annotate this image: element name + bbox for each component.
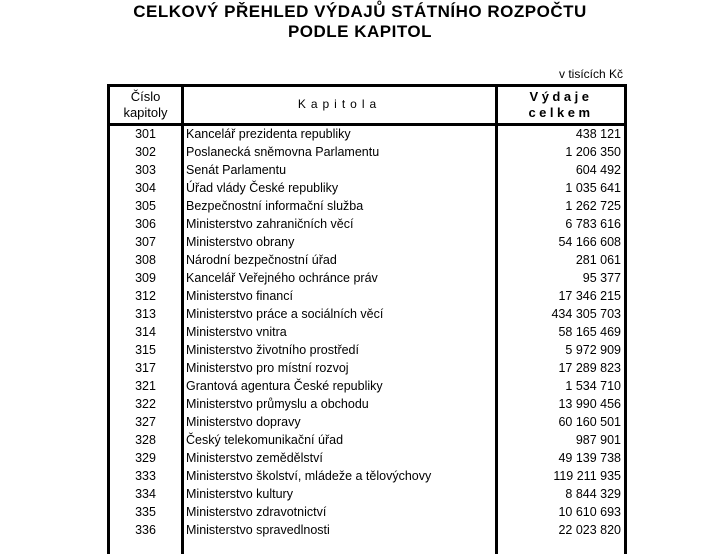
chapter-name: Ministerstvo obrany [186, 235, 295, 249]
chapter-number: 335 [135, 505, 156, 519]
expenditure-value: 1 534 710 [565, 379, 621, 393]
chapter-name: Ministerstvo práce a sociálních věcí [186, 307, 384, 321]
table-row [110, 126, 624, 144]
table-row [110, 342, 624, 360]
chapter-number: 306 [135, 217, 156, 231]
chapter-name: Grantová agentura České republiky [186, 379, 383, 393]
table-row [110, 378, 624, 396]
chapter-number: 305 [135, 199, 156, 213]
expenditure-value: 438 121 [575, 127, 621, 141]
chapter-number: 301 [135, 127, 156, 141]
table-row [110, 360, 624, 378]
expenditure-value: 119 211 935 [553, 469, 621, 483]
chapter-number: 327 [135, 415, 156, 429]
chapter-name: Ministerstvo průmyslu a obchodu [186, 397, 369, 411]
table-row [110, 180, 624, 198]
table-row [110, 468, 624, 486]
table-row [110, 486, 624, 504]
chapter-name: Ministerstvo zemědělství [186, 451, 323, 465]
chapter-number: 333 [135, 469, 156, 483]
expenditure-value: 60 160 501 [558, 415, 621, 429]
chapter-name: Kancelář Veřejného ochránce práv [186, 271, 378, 285]
table-row [110, 288, 624, 306]
expenditure-value: 17 289 823 [558, 361, 621, 375]
chapter-number: 321 [135, 379, 156, 393]
budget-table [107, 84, 627, 554]
chapter-name: Ministerstvo zahraničních věcí [186, 217, 354, 231]
header-expenditure-line1: Výdaje [529, 89, 593, 104]
expenditure-value: 10 610 693 [558, 505, 621, 519]
chapter-name: Bezpečnostní informační služba [186, 199, 364, 213]
table-row [110, 432, 624, 450]
expenditure-value: 54 166 608 [558, 235, 621, 249]
chapter-number: 307 [135, 235, 156, 249]
chapter-name: Ministerstvo financí [186, 289, 293, 303]
chapter-name: Kancelář prezidenta republiky [186, 127, 351, 141]
chapter-number: 309 [135, 271, 156, 285]
table-row [110, 216, 624, 234]
expenditure-value: 95 377 [582, 271, 621, 285]
table-body [110, 126, 624, 540]
expenditure-value: 5 972 909 [565, 343, 621, 357]
chapter-name: Poslanecká sněmovna Parlamentu [186, 145, 380, 159]
expenditure-value: 281 061 [575, 253, 621, 267]
chapter-number: 317 [135, 361, 156, 375]
expenditure-value: 987 901 [575, 433, 621, 447]
chapter-number: 308 [135, 253, 156, 267]
expenditure-value: 604 492 [575, 163, 621, 177]
header-chapter: Kapitola [297, 97, 382, 111]
header-expenditure [498, 89, 624, 121]
chapter-name: Český telekomunikační úřad [186, 433, 344, 447]
expenditure-value: 1 262 725 [565, 199, 621, 213]
chapter-name: Ministerstvo zdravotnictví [186, 505, 327, 519]
table-row [110, 198, 624, 216]
chapter-number: 334 [135, 487, 156, 501]
table-row [110, 504, 624, 522]
chapter-name: Národní bezpečnostní úřad [186, 253, 337, 267]
table-header [110, 87, 624, 126]
table-row [110, 144, 624, 162]
page-title: CELKOVÝ PŘEHLED VÝDAJŮ STÁTNÍHO ROZPOČTU [133, 2, 587, 21]
table-row [110, 162, 624, 180]
chapter-name: Ministerstvo spravedlnosti [186, 523, 330, 537]
chapter-name: Senát Parlamentu [186, 163, 287, 177]
chapter-number: 314 [135, 325, 156, 339]
chapter-name: Ministerstvo pro místní rozvoj [186, 361, 349, 375]
table-row [110, 324, 624, 342]
header-expenditure-line2: celkem [528, 105, 594, 120]
header-chapter-number-line1: Číslo [130, 89, 161, 104]
chapter-number: 312 [135, 289, 156, 303]
table-row [110, 270, 624, 288]
expenditure-value: 6 783 616 [565, 217, 621, 231]
table-row [110, 306, 624, 324]
chapter-number: 303 [135, 163, 156, 177]
chapter-number: 329 [135, 451, 156, 465]
table-row [110, 414, 624, 432]
chapter-number: 302 [135, 145, 156, 159]
expenditure-value: 1 206 350 [565, 145, 621, 159]
chapter-number: 328 [135, 433, 156, 447]
expenditure-value: 434 305 703 [551, 307, 621, 321]
chapter-number: 304 [135, 181, 156, 195]
table-row [110, 396, 624, 414]
expenditure-value: 17 346 215 [558, 289, 621, 303]
chapter-name: Ministerstvo vnitra [186, 325, 287, 339]
chapter-name: Ministerstvo dopravy [186, 415, 301, 429]
header-chapter-number-line2: kapitoly [123, 105, 168, 120]
chapter-name: Ministerstvo kultury [186, 487, 293, 501]
expenditure-value: 13 990 456 [558, 397, 621, 411]
expenditure-value: 22 023 820 [558, 523, 621, 537]
chapter-name: Ministerstvo školství, mládeže a tělovýchovy [186, 469, 432, 483]
chapter-number: 315 [135, 343, 156, 357]
chapter-name: Úřad vlády České republiky [186, 181, 339, 195]
chapter-number: 313 [135, 307, 156, 321]
page-subtitle: PODLE KAPITOL [287, 22, 433, 41]
unit-note: v tisících Kč [558, 67, 623, 81]
chapter-name: Ministerstvo životního prostředí [186, 343, 359, 357]
table-row [110, 450, 624, 468]
expenditure-value: 8 844 329 [565, 487, 621, 501]
table-row [110, 234, 624, 252]
chapter-number: 322 [135, 397, 156, 411]
expenditure-value: 1 035 641 [565, 181, 621, 195]
expenditure-value: 49 139 738 [558, 451, 621, 465]
expenditure-value: 58 165 469 [558, 325, 621, 339]
chapter-number: 336 [135, 523, 156, 537]
table-row [110, 522, 624, 540]
header-chapter-number [110, 89, 181, 121]
table-row [110, 252, 624, 270]
